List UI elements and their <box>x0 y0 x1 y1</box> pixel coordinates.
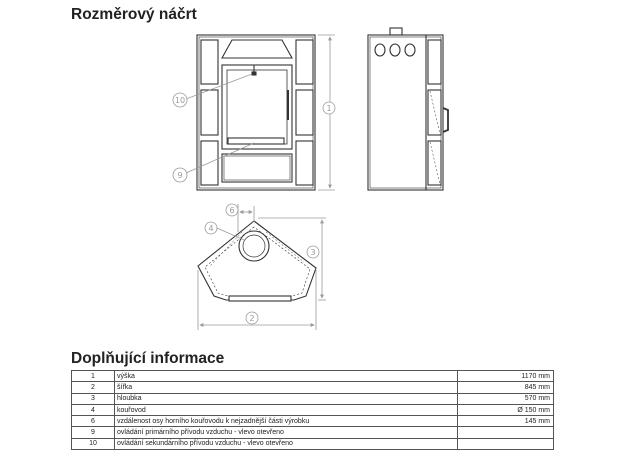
table-row <box>72 427 554 438</box>
side-view <box>368 28 448 190</box>
svg-text:3: 3 <box>310 248 316 257</box>
row-label: ovládání primárního přívodu vzduchu - vlevo otevřeno <box>115 427 458 438</box>
section-title-sketch: Rozměrový náčrt <box>71 6 197 23</box>
callout-3 <box>307 246 319 258</box>
row-label: šířka <box>115 382 458 393</box>
row-number: 4 <box>72 404 115 415</box>
table-row <box>72 416 554 427</box>
table-row <box>72 393 554 404</box>
front-view <box>197 35 315 190</box>
callout-2 <box>246 312 258 324</box>
row-number: 3 <box>72 393 115 404</box>
row-number: 2 <box>72 382 115 393</box>
table-row <box>72 382 554 393</box>
table-row <box>72 371 554 382</box>
svg-text:9: 9 <box>177 171 183 180</box>
svg-text:2: 2 <box>249 314 255 323</box>
row-value <box>458 427 554 438</box>
info-table <box>71 370 554 450</box>
row-value: 1170 mm <box>458 371 554 382</box>
row-label: výška <box>115 371 458 382</box>
section-title-info: Doplňující informace <box>71 350 225 367</box>
row-value <box>458 438 554 449</box>
callout-1 <box>323 102 335 114</box>
row-number: 1 <box>72 371 115 382</box>
row-value: 845 mm <box>458 382 554 393</box>
table-row <box>72 404 554 415</box>
svg-text:4: 4 <box>208 224 214 233</box>
callout-6 <box>226 204 238 216</box>
row-number: 9 <box>72 427 115 438</box>
row-value: Ø 150 mm <box>458 404 554 415</box>
row-label: vzdálenost osy horního kouřovodu k nejzadnější části výrobku <box>115 416 458 427</box>
top-view <box>198 221 316 301</box>
svg-text:1: 1 <box>326 104 332 113</box>
row-value: 570 mm <box>458 393 554 404</box>
row-label: ovládání sekundárního přívodu vzduchu - vlevo otevřeno <box>115 438 458 449</box>
table-row <box>72 438 554 449</box>
svg-text:6: 6 <box>229 206 235 215</box>
svg-text:10: 10 <box>174 96 186 105</box>
row-number: 6 <box>72 416 115 427</box>
row-label: kouřovod <box>115 404 458 415</box>
row-value: 145 mm <box>458 416 554 427</box>
row-number: 10 <box>72 438 115 449</box>
row-label: hloubka <box>115 393 458 404</box>
